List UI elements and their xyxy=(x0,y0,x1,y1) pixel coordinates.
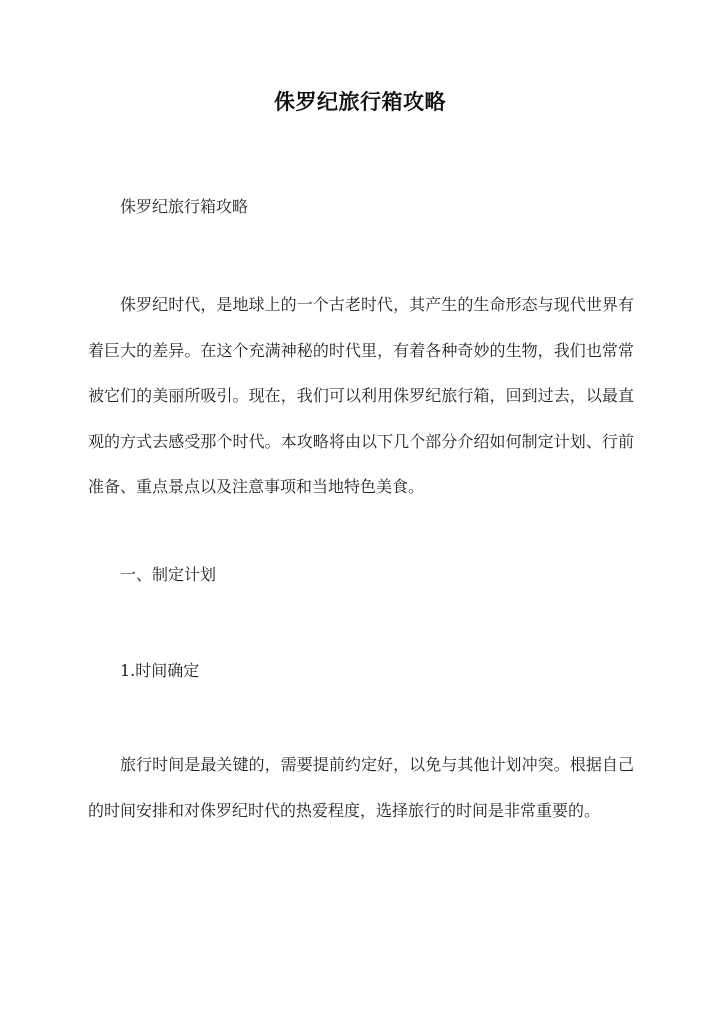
intro-paragraph: 侏罗纪时代，是地球上的一个古老时代，其产生的生命形态与现代世界有着巨大的差异。在这个充满神秘的时代里，有着各种奇妙的生物，我们也常常被它们的美丽所吸引。现在，我们可以利用侏罗纪旅行箱，回到过去，以最直观的方式去感受那个时代。本攻略将由以下几个部分介绍如何制定计划、行前准备、重点景点以及注意事项和当地特色美食。 xyxy=(88,295,634,496)
section-heading-plan: 一、制定计划 xyxy=(120,565,217,584)
time-paragraph: 旅行时间是最关键的，需要提前约定好，以免与其他计划冲突。根据自己的时间安排和对侏罗纪时代的热爱程度，选择旅行的时间是非常重要的。 xyxy=(88,755,634,820)
document-subtitle: 侏罗纪旅行箱攻略 xyxy=(120,197,249,216)
subsection-heading-time: 1.时间确定 xyxy=(120,661,200,680)
document-title: 侏罗纪旅行箱攻略 xyxy=(274,89,446,114)
